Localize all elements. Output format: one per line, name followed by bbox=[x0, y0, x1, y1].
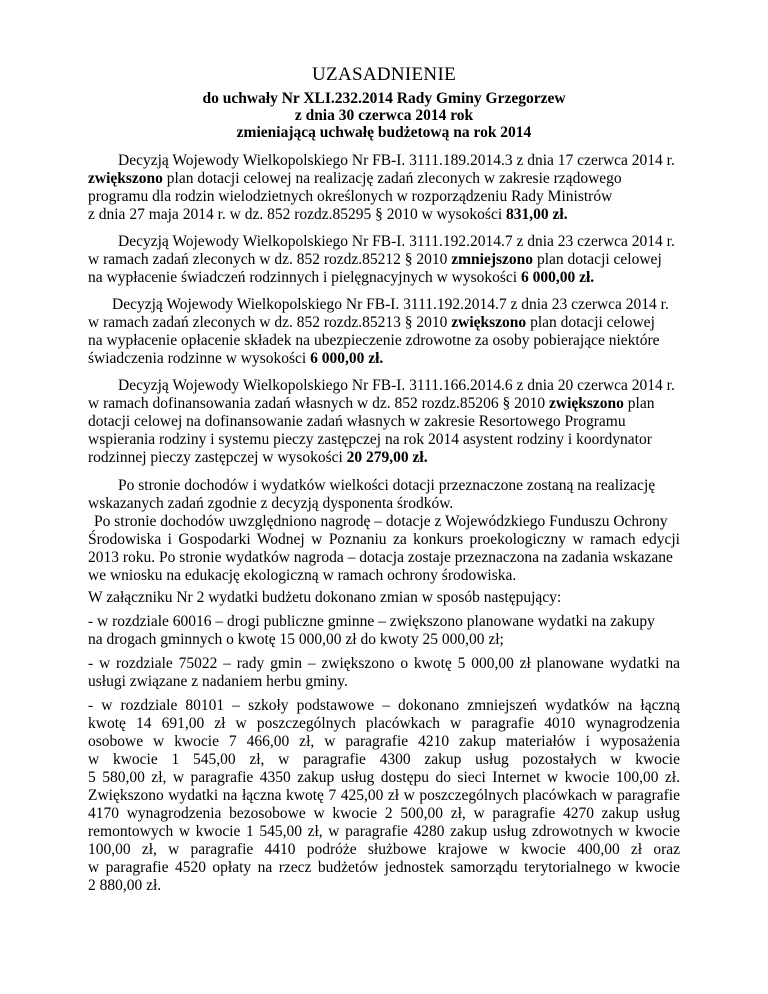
paragraph-decision-2 bbox=[88, 233, 680, 287]
text-line: we wniosku na edukację ekologiczną w ramach ochrony środowiska. bbox=[88, 567, 517, 584]
text-line bbox=[88, 251, 680, 269]
paragraph-councils bbox=[88, 655, 680, 691]
text-line: w paragrafie 4520 opłaty na rzecz budżetów jednostek samorządu terytorialnego w kwocie bbox=[88, 859, 680, 876]
text-segment: z dnia 27 maja 2014 r. w dz. 852 rozdz.85295 § 2010 w wysokości bbox=[88, 206, 507, 223]
text-line: w kwocie 1 545,00 zł, w paragrafie 4300 zakup usług pozostałych w kwocie bbox=[88, 751, 680, 768]
text-segment: w ramach zadań zleconych w dz. 852 rozdz.85212 § 2010 bbox=[88, 251, 452, 268]
text-line: 2 880,00 zł. bbox=[88, 877, 162, 894]
text-segment: plan dotacji celowej bbox=[526, 314, 655, 331]
text-line: - w rozdziale 60016 – drogi publiczne gminne – zwiększono planowane wydatki na zakupy bbox=[88, 613, 655, 630]
document-title: UZASADNIENIE bbox=[312, 64, 456, 85]
text-line: Decyzją Wojewody Wielkopolskiego Nr FB-I. 3111.189.2014.3 z dnia 17 czerwca 2014 r. bbox=[118, 152, 675, 169]
text-line: kwotę 14 691,00 zł w poszczególnych placówkach w paragrafie 4010 wynagrodzenia bbox=[88, 715, 680, 732]
text-segment: w ramach dofinansowania zadań własnych w dz. 852 rozdz.85206 § 2010 bbox=[88, 395, 549, 412]
paragraph-income-expenses bbox=[88, 477, 680, 585]
text-line: Środowiska i Gospodarki Wodnej w Poznaniu za konkurs proekologiczny w ramach edycji bbox=[88, 531, 680, 548]
text-segment: świadczenia rodzinne w wysokości bbox=[88, 350, 311, 367]
text-line bbox=[88, 350, 680, 368]
text-line: 2013 roku. Po stronie wydatków nagroda – dotacja zostaje przeznaczona na zadania wskazane bbox=[88, 549, 673, 566]
paragraph-decision-1 bbox=[88, 152, 680, 224]
text-line: - w rozdziale 75022 – rady gmin – zwiększono o kwotę 5 000,00 zł planowane wydatki na bbox=[88, 655, 680, 672]
text-line: 100,00 zł, w paragrafie 4410 podróże służbowe krajowe w kwocie 400,00 zł oraz bbox=[88, 841, 680, 858]
text-line: Decyzją Wojewody Wielkopolskiego Nr FB-I. 3111.192.2014.7 z dnia 23 czerwca 2014 r. bbox=[118, 233, 675, 250]
text-segment: plan bbox=[623, 395, 655, 412]
resolution-subject: zmieniającą uchwałę budżetową na rok 2014 bbox=[236, 124, 532, 141]
paragraph-roads bbox=[88, 613, 680, 649]
text-segment: rodzinnej pieczy zastępczej w wysokości bbox=[88, 449, 347, 466]
text-segment: plan dotacji celowej na realizację zadań zleconych w zakresie rządowego bbox=[162, 170, 622, 187]
paragraph-decision-3 bbox=[88, 296, 680, 368]
resolution-date: z dnia 30 czerwca 2014 rok bbox=[294, 107, 474, 124]
text-line: wspierania rodziny i systemu pieczy zastępczej na rok 2014 asystent rodziny i koordynator bbox=[88, 431, 652, 448]
bold-amount: 831,00 zł. bbox=[506, 206, 568, 223]
text-line bbox=[88, 206, 680, 224]
text-segment: plan dotacji celowej bbox=[533, 251, 662, 268]
bold-amount: 6 000,00 zł. bbox=[310, 350, 384, 367]
text-line bbox=[88, 269, 680, 287]
text-line: 4170 wynagrodzenia bezosobowe w kwocie 2 500,00 zł, w paragrafie 4270 zakup usług bbox=[88, 805, 680, 822]
text-line: na drogach gminnych o kwotę 15 000,00 zł do kwoty 25 000,00 zł; bbox=[88, 631, 504, 648]
paragraph-schools bbox=[88, 697, 680, 895]
text-line bbox=[88, 449, 680, 467]
text-line: dotacji celowej na dofinansowanie zadań własnych w zakresie Resortowego Programu bbox=[88, 413, 626, 430]
bold-term: zwiększono bbox=[549, 395, 624, 412]
text-line: 5 580,00 zł, w paragrafie 4350 zakup usług dostępu do sieci Internet w kwocie 100,00 zł. bbox=[88, 769, 680, 786]
text-segment: na wypłacenie świadczeń rodzinnych i pielęgnacyjnych w wysokości bbox=[88, 269, 521, 286]
text-line bbox=[88, 314, 680, 332]
bold-amount: 6 000,00 zł. bbox=[521, 269, 595, 286]
text-line: Po stronie dochodów i wydatków wielkości dotacji przeznaczone zostaną na realizację bbox=[118, 477, 656, 494]
paragraph-decision-4 bbox=[88, 377, 680, 467]
bold-term: zwiększono bbox=[451, 314, 527, 331]
text-line: na wypłacenie opłacenie składek na ubezpieczenie zdrowotne za osoby pobierające niektóre bbox=[88, 332, 660, 349]
paragraph-attachment-intro bbox=[88, 589, 680, 607]
text-line: - w rozdziale 80101 – szkoły podstawowe – dokonano zmniejszeń wydatków na łączną bbox=[88, 697, 680, 714]
text-line: programu dla rodzin wielodzietnych określonych w rozporządzeniu Rady Ministrów bbox=[88, 188, 613, 205]
text-line: W załączniku Nr 2 wydatki budżetu dokonano zmian w sposób następujący: bbox=[88, 589, 562, 606]
text-line bbox=[88, 395, 680, 413]
text-line: Po stronie dochodów uwzględniono nagrodę – dotacje z Wojewódzkiego Funduszu Ochrony bbox=[94, 513, 668, 530]
resolution-number: do uchwały Nr XLI.232.2014 Rady Gminy Grzegorzew bbox=[202, 90, 566, 107]
text-line: wskazanych zadań zgodnie z decyzją dysponenta środków. bbox=[88, 495, 454, 512]
text-line: usługi związane z nadaniem herbu gminy. bbox=[88, 673, 348, 690]
text-segment: w ramach zadań zleconych w dz. 852 rozdz.85213 § 2010 bbox=[88, 314, 452, 331]
text-line: remontowych w kwocie 1 545,00 zł, w paragrafie 4280 zakup usług zdrowotnych w kwocie bbox=[88, 823, 680, 840]
text-line bbox=[88, 170, 680, 188]
text-line: Zwiększono wydatki na łączna kwotę 7 425,00 zł w poszczególnych placówkach w paragrafie bbox=[88, 787, 680, 804]
text-line: osobowe w kwocie 7 466,00 zł, w paragrafie 4210 zakup materiałów i wyposażenia bbox=[88, 733, 680, 750]
text-line: Decyzją Wojewody Wielkopolskiego Nr FB-I. 3111.166.2014.6 z dnia 20 czerwca 2014 r. bbox=[118, 377, 675, 394]
bold-term: zwiększono bbox=[88, 170, 163, 187]
bold-amount: 20 279,00 zł. bbox=[346, 449, 428, 466]
text-line: Decyzją Wojewody Wielkopolskiego Nr FB-I. 3111.192.2014.7 z dnia 23 czerwca 2014 r. bbox=[112, 296, 669, 313]
bold-term: zmniejszono bbox=[451, 251, 534, 268]
